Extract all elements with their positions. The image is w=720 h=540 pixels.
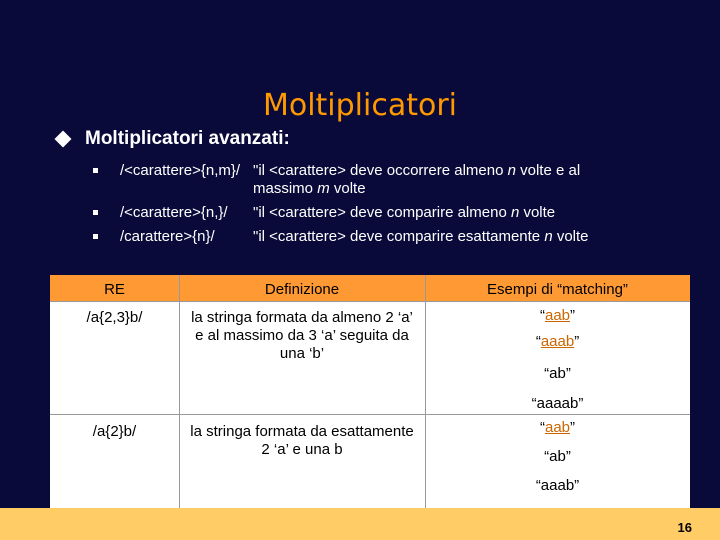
example-match <box>425 419 690 436</box>
main-bullet-text: Moltiplicatori avanzati: <box>85 128 290 149</box>
sub-item-desc: "il <carattere> deve comparire almeno n volte <box>253 204 556 221</box>
header-definizione: Definizione <box>264 281 340 298</box>
example-match <box>425 307 690 324</box>
row1-re: /a{2,3}b/ <box>86 309 143 326</box>
square-bullet-icon <box>93 168 98 173</box>
example-match <box>425 448 690 465</box>
square-bullet-icon <box>93 210 98 215</box>
square-bullet-icon <box>93 234 98 239</box>
example-text: “ <box>539 419 545 436</box>
example-text: “ <box>535 333 541 350</box>
example-highlight: aab <box>544 307 571 324</box>
main-bullet <box>57 128 290 150</box>
row2-re: /a{2}b/ <box>92 423 137 440</box>
example-text: ” <box>570 307 576 324</box>
example-text: “aaab” <box>535 477 580 494</box>
sub-item-desc: "il <carattere> deve occorrere almeno n volte e al massimo m volte <box>253 162 581 197</box>
example-text: ” <box>570 419 576 436</box>
example-highlight: aaab <box>540 333 575 350</box>
sub-item-desc: "il <carattere> deve comparire esattamente n volte <box>253 228 589 245</box>
example-highlight: aab <box>544 419 571 436</box>
example-text: “ab” <box>544 365 571 382</box>
example-match <box>425 477 690 494</box>
row2-definition: la stringa formata da esattamente 2 ‘a’ e una b <box>190 423 414 458</box>
header-re: RE <box>104 281 125 298</box>
header-esempi: Esempi di “matching” <box>487 281 628 298</box>
example-text: ” <box>574 333 580 350</box>
sub-item-pattern: /<carattere>{n,}/ <box>120 204 228 221</box>
row1-definition: la stringa formata da almeno 2 ‘a’ e al massimo da 3 ‘a’ seguita da una ‘b’ <box>191 309 413 362</box>
example-match <box>425 333 690 350</box>
example-text: “ <box>539 307 545 324</box>
example-text: “ab” <box>544 448 571 465</box>
examples-layer <box>50 275 690 508</box>
sub-item-pattern: /carattere>{n}/ <box>120 228 215 245</box>
page-number: 16 <box>677 520 692 535</box>
example-match <box>425 365 690 382</box>
sub-item-pattern: /<carattere>{n,m}/ <box>120 162 241 179</box>
example-text: “aaaab” <box>531 395 584 412</box>
example-match <box>425 395 690 412</box>
footer-bar <box>0 508 720 540</box>
diamond-bullet-icon <box>55 131 72 148</box>
slide-title: Moltiplicatori <box>262 88 458 123</box>
